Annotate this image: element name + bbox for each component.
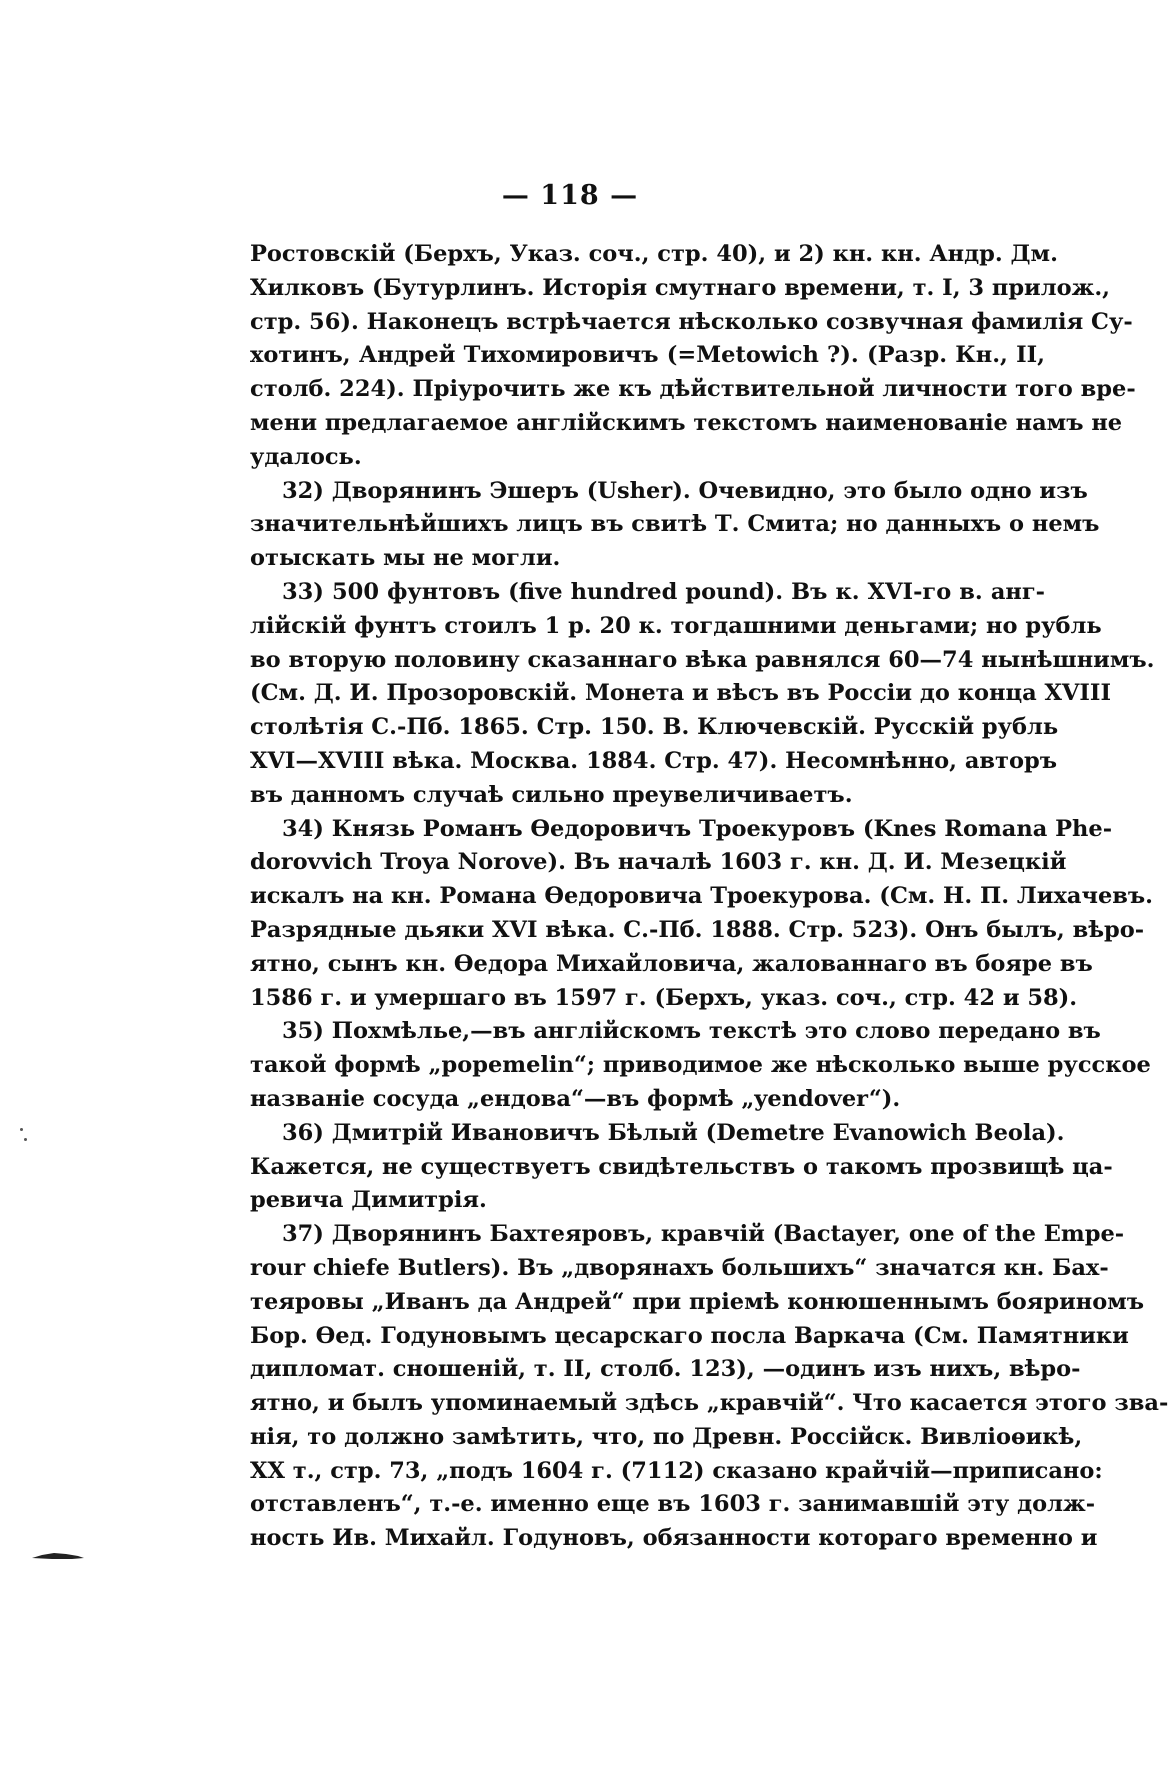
text-line: во вторую половину сказаннаго вѣка равнялся 60—74 нынѣшнимъ.: [250, 646, 1155, 673]
text-line: удалось.: [250, 443, 362, 470]
text-line: нія, то должно замѣтить, что, по Древн. Россійск. Вивліоѳикѣ,: [250, 1423, 1083, 1450]
text-line: мени предлагаемое англійскимъ текстомъ наименованіе намъ не: [250, 409, 1123, 436]
text-line: XVI—XVIII вѣка. Москва. 1884. Стр. 47). Несомнѣнно, авторъ: [250, 747, 1057, 774]
text-line: 33) 500 фунтовъ (five hundred pound). Въ к. XVI-го в. анг-: [282, 578, 1045, 605]
margin-mark: [32, 1552, 84, 1560]
text-line: столѣтія С.-Пб. 1865. Стр. 150. В. Ключевскій. Русскій рубль: [250, 714, 1059, 741]
text-line: тeяровы „Иванъ да Андрей“ при пріемѣ конюшеннымъ бояриномъ: [250, 1288, 1145, 1315]
text-line: отыскать мы не могли.: [250, 545, 561, 572]
text-line: rour chiefe Butlers). Въ „дворянахъ большихъ“ значатся кн. Бах-: [250, 1254, 1109, 1281]
text-line: такой формѣ „popemelin“; приводимое же нѣсколько выше русское: [250, 1052, 1151, 1079]
text-line: XX т., стр. 73, „подъ 1604 г. (7112) сказано крайчій—приписано:: [250, 1457, 1103, 1484]
text-line: хотинъ, Андрей Тихомировичъ (=Metowich ?). (Разр. Кн., II,: [250, 342, 1045, 369]
text-line: 37) Дворянинъ Бахтеяровъ, кравчій (Bactayer, one of the Empe-: [282, 1221, 1125, 1248]
text-line: 34) Князь Романъ Ѳедоровичъ Троекуровъ (Knes Romana Phe-: [282, 815, 1113, 842]
text-line: лійскій фунтъ стоилъ 1 р. 20 к. тогдашними деньгами; но рубль: [250, 612, 1102, 639]
text-line: (См. Д. И. Прозоровскій. Монета и вѣсъ въ Россіи до конца XVIII: [250, 680, 1111, 707]
margin-speck: [20, 1128, 23, 1131]
text-line: 35) Похмѣлье,—въ англійскомъ текстѣ это слово передано въ: [282, 1018, 1101, 1045]
text-line: въ данномъ случаѣ сильно преувеличиваетъ.: [250, 781, 853, 808]
page-number: — 118 —: [501, 180, 639, 211]
text-line: Бор. Ѳед. Годуновымъ цесарскаго посла Варкача (См. Памятники: [250, 1322, 1129, 1349]
text-line: значительнѣйшихъ лицъ въ свитѣ Т. Смита; но данныхъ о немъ: [250, 511, 1100, 538]
text-line: столб. 224). Пріурочить же къ дѣйствительной личности того вре-: [250, 376, 1136, 403]
text-line: Хилковъ (Бутурлинъ. Исторія смутнаго времени, т. I, 3 прилож.,: [250, 274, 1110, 301]
text-line: ревича Димитрія.: [250, 1187, 487, 1214]
body-text: [250, 238, 1168, 1556]
text-line: Кажется, не существуетъ свидѣтельствъ о такомъ прозвищѣ ца-: [250, 1153, 1113, 1180]
text-line: 1586 г. и умершаго въ 1597 г. (Берхъ, указ. соч., стр. 42 и 58).: [250, 984, 1078, 1011]
margin-speck: [24, 1138, 27, 1141]
text-line: 32) Дворянинъ Эшеръ (Usher). Очевидно, это было одно изъ: [282, 477, 1088, 504]
text-line: отставленъ“, т.-е. именно еще въ 1603 г. занимавшій эту долж-: [250, 1491, 1096, 1518]
text-line: ятно, сынъ кн. Ѳедора Михайловича, жалованнаго въ бояре въ: [250, 950, 1093, 977]
text-line: Ростовскій (Берхъ, Указ. соч., стр. 40), и 2) кн. кн. Андр. Дм.: [250, 241, 1058, 267]
text-line: названіе сосуда „ендова“—въ формѣ „yendover“).: [250, 1085, 901, 1112]
text-line: искалъ на кн. Романа Ѳедоровича Троекурова. (См. Н. П. Лихачевъ.: [250, 883, 1153, 910]
text-line: дипломат. сношеній, т. II, столб. 123), —одинъ изъ нихъ, вѣро-: [250, 1356, 1081, 1383]
text-line: Разрядные дьяки XVI вѣка. С.-Пб. 1888. Стр. 523). Онъ былъ, вѣро-: [250, 916, 1145, 943]
text-line: 36) Дмитрій Ивановичъ Бѣлый (Demetre Evanowich Beola).: [282, 1119, 1065, 1146]
text-line: dorovvich Troya Norove). Въ началѣ 1603 г. кн. Д. И. Мезецкій: [250, 849, 1067, 876]
text-line: ность Ив. Михайл. Годуновъ, обязанности котораго временно и: [250, 1525, 1098, 1552]
text-line: стр. 56). Наконецъ встрѣчается нѣсколько созвучная фамилія Су-: [250, 308, 1133, 335]
text-line: ятно, и былъ упоминаемый здѣсь „кравчій“. Что касается этого зва-: [250, 1390, 1168, 1417]
